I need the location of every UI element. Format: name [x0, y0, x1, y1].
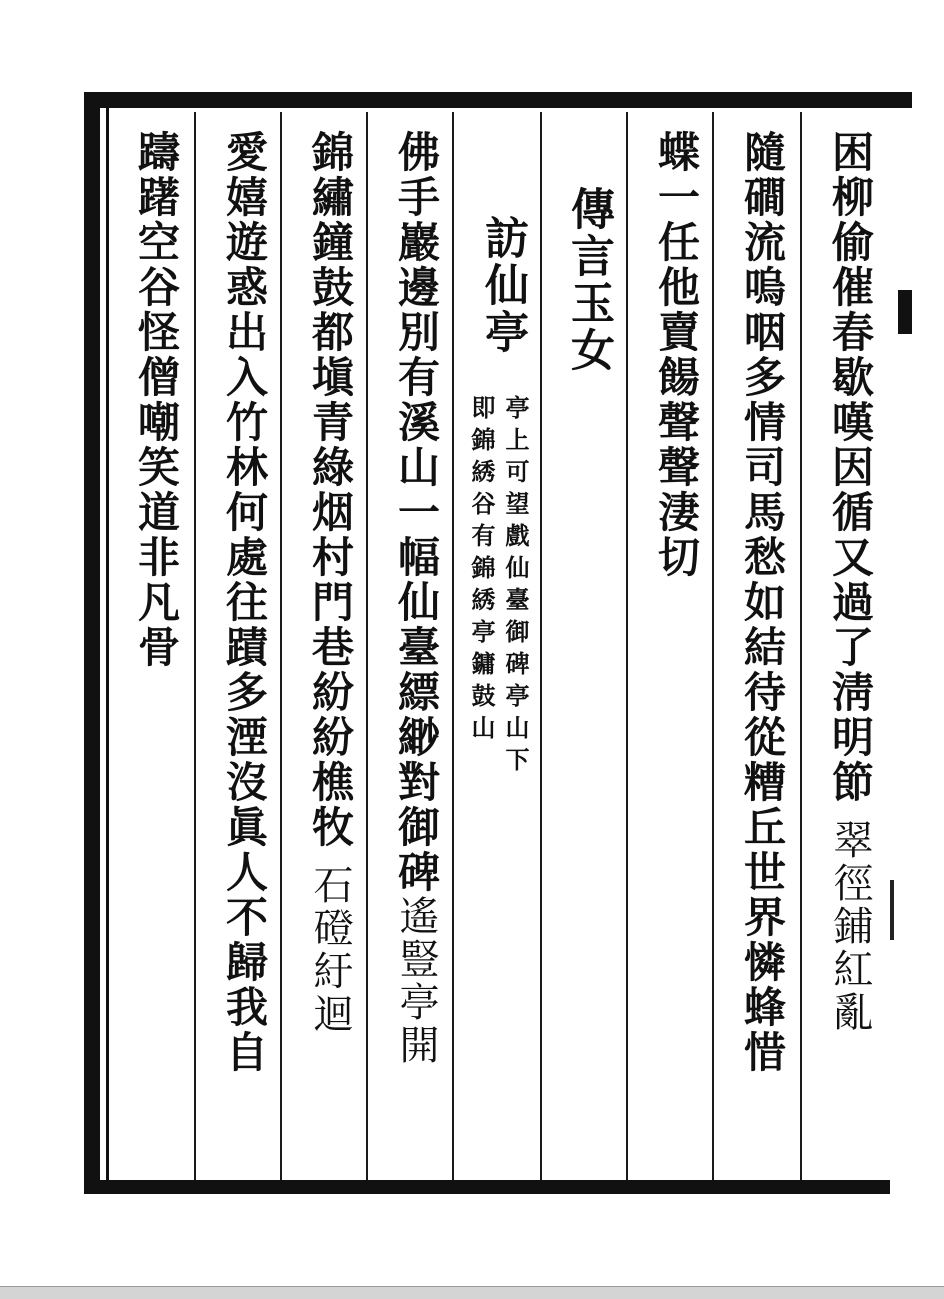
- column-text: 愛嬉遊惑出入竹林何處往蹟多湮沒眞人不歸我自: [220, 130, 269, 1075]
- text-column-1: [818, 130, 882, 1034]
- column-text: 蝶一任他賣餳聲聲淒切: [652, 130, 701, 580]
- annotation-text: 亭上可望戲仙臺御碑亭山下: [501, 395, 530, 779]
- column-text: 躊躇空谷怪僧嘲笑道非凡骨: [132, 130, 181, 670]
- column-text: 困柳偷催春歇嘆因循又過了淸明節: [826, 130, 875, 805]
- column-rule: [626, 112, 628, 1180]
- text-column-3: [644, 130, 708, 580]
- column-text-continued: 遙豎亭開: [393, 895, 439, 1067]
- text-column-9: [124, 130, 188, 670]
- text-column-7: [298, 130, 362, 1036]
- column-rule: [366, 112, 368, 1180]
- edge-rule-mark: [890, 880, 894, 940]
- text-column-8: [212, 130, 276, 1075]
- annotation-left-line: [466, 395, 496, 747]
- poem-title-chuanyan-yunu: [556, 186, 620, 374]
- frame-left-border: [84, 92, 100, 1194]
- annotation-text: 即錦綉谷有錦綉亭鏞鼓山: [467, 395, 496, 747]
- column-rule: [712, 112, 714, 1180]
- column-text: 隨磵流嗚咽多情司馬愁如結待從糟丘世界憐蜂惜: [738, 130, 787, 1075]
- column-rule: [540, 112, 542, 1180]
- section-title-fangxianting: [470, 215, 534, 356]
- column-rule: [280, 112, 282, 1180]
- column-rule: [452, 112, 454, 1180]
- text-column-6: [384, 130, 448, 1067]
- annotation-right-line: [500, 395, 530, 779]
- column-text: 佛手巖邊別有溪山一幅仙臺縹緲對御碑: [392, 130, 441, 895]
- title-text: 傳言玉女: [563, 186, 614, 374]
- column-text: 錦繡鐘鼓都塡青綠烟村門巷紛紛樵牧: [306, 130, 355, 850]
- column-rule: [194, 112, 196, 1180]
- text-column-2: [730, 130, 794, 1075]
- frame-bottom-border: [90, 1180, 890, 1194]
- column-text-continued: 翠徑鋪紅亂: [827, 819, 873, 1034]
- frame-inner-left-rule: [106, 108, 109, 1180]
- viewer-bottom-scrollbar[interactable]: [0, 1286, 944, 1299]
- edge-tab-mark: [898, 290, 912, 334]
- column-text-continued: 石磴紆迴: [307, 864, 353, 1036]
- frame-top-border: [84, 92, 912, 108]
- column-rule: [800, 112, 802, 1180]
- title-text: 訪仙亭: [477, 215, 528, 356]
